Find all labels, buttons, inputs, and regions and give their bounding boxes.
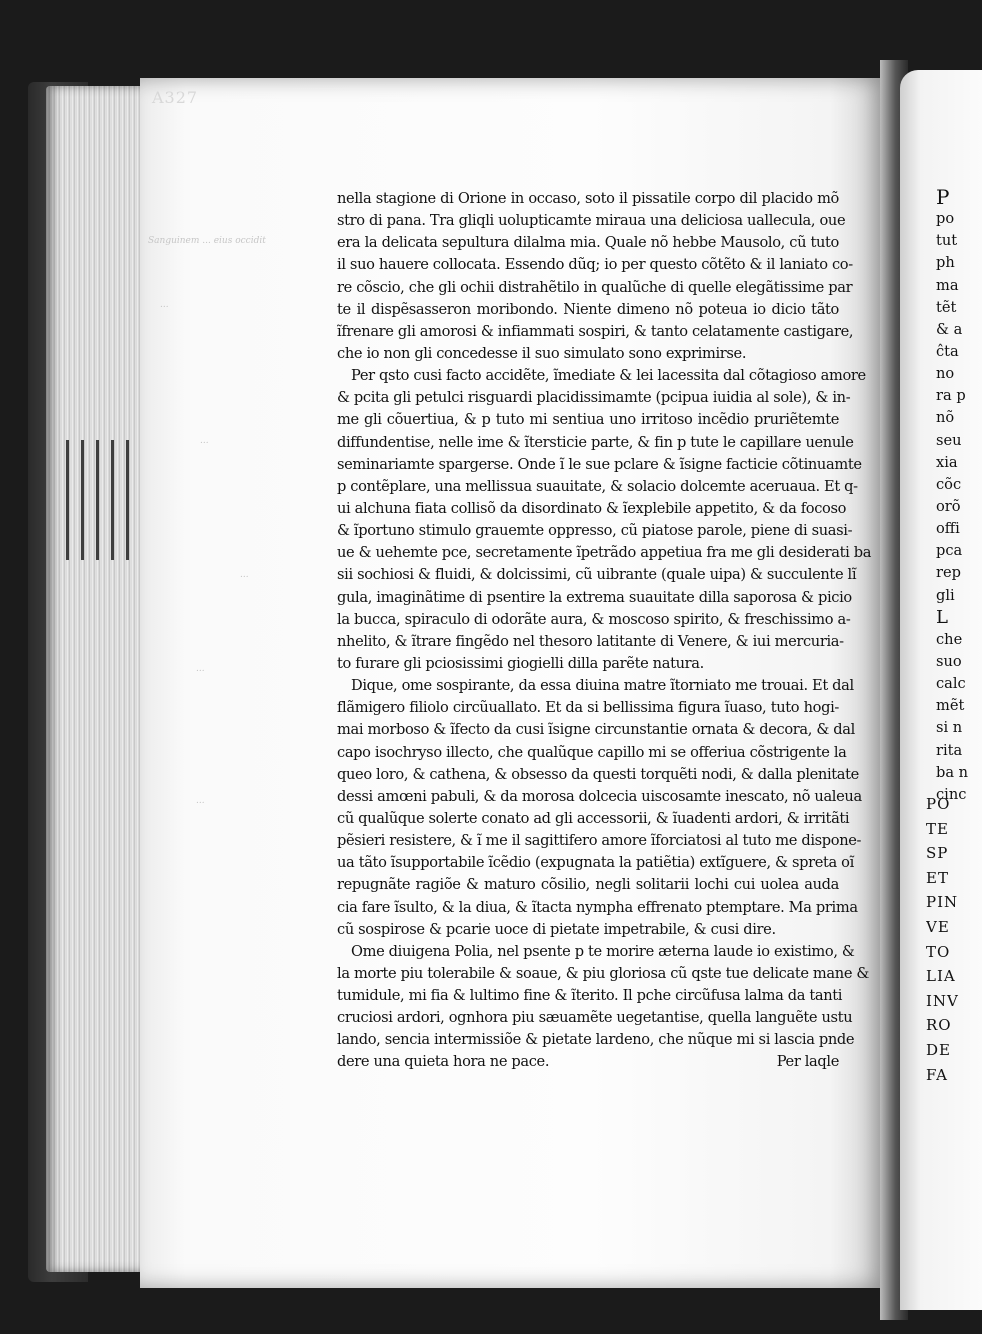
right-caps-line: INV	[926, 991, 959, 1010]
right-text-line: L	[936, 606, 948, 628]
right-text-line: rep	[936, 564, 961, 582]
text-line: mai morboso & ĩfecto da cusi ĩsigne circunstantie ornata & decora, & dal	[337, 721, 855, 739]
right-caps-line: PO	[926, 795, 951, 813]
right-text-line: si n	[936, 719, 963, 737]
right-text-line: che	[936, 630, 963, 648]
text-line: gula, imaginãtime di psentire la extrema suauitate dilla saporosa & picio	[337, 588, 852, 606]
right-text-line: cinc	[936, 785, 967, 803]
right-caps-line: TE	[926, 819, 949, 838]
text-line: sii sochiosi & fluidi, & dolcissimi, cũ uibrante (quale uipa) & succulente lĩ	[337, 566, 857, 584]
text-line: cũ qualũque solerte conato ad gli accessorii, & ĩuadenti ardori, & irritãti	[337, 809, 850, 827]
right-text-line: cõc	[936, 475, 962, 493]
text-line: cruciosi ardori, ognhora piu sæuamẽte uegetantise, quella languẽte ustu	[337, 1009, 853, 1027]
page-edge-marks	[60, 440, 145, 560]
text-line: diffundentise, nelle ime & ĩtersticie parte, & fin p tute le capillare uenule	[337, 433, 854, 451]
text-line: ue & uehemte pce, secretamente ĩpetrãdo appetiua fra me gli desiderati ba	[337, 544, 872, 562]
margin-note: ...	[196, 796, 205, 806]
text-line: Dique, ome sospirante, da essa diuina matre ĩtorniato me trouai. Et dal	[351, 677, 854, 695]
right-text-line: no	[936, 365, 955, 383]
right-text-line: ra p	[936, 387, 966, 405]
margin-note: ...	[196, 664, 205, 674]
right-text-line: nõ	[936, 409, 955, 427]
right-caps-line: DE	[926, 1040, 951, 1059]
catchword: Per laqle	[776, 1053, 839, 1071]
right-caps-line: VE	[926, 917, 950, 936]
text-line: seminariamte spargerse. Onde ĩ le sue pclare & ĩsigne facticie cõtinuamte	[337, 455, 862, 473]
text-line: dere una quieta hora ne pace.	[337, 1053, 550, 1071]
text-line: cia fare ĩsulto, & la diua, & ĩtacta nympha effrenato ptemptare. Ma prima	[337, 898, 858, 916]
page-edges	[46, 86, 146, 1272]
text-line: cũ sospirose & pcarie uoce di pietate impetrabile, & cusi dire.	[337, 920, 776, 938]
right-text-line: orõ	[936, 497, 961, 515]
text-line: che io non gli concedesse il suo simulato sono exprimirse.	[337, 344, 747, 362]
right-text-line: gli	[936, 586, 955, 604]
right-page-text	[936, 186, 982, 806]
right-text-line: ph	[936, 254, 955, 272]
text-line: & ĩportuno stimulo grauemte oppresso, cũ piatose parole, piene di suasi-	[337, 522, 853, 540]
right-text-line: seu	[936, 431, 962, 449]
right-text-line: xia	[936, 453, 958, 471]
text-line: ui alchuna fiata collisõ da disordinato & ĩexplebile appetito, & da focoso	[337, 499, 847, 517]
right-text-line: tut	[936, 232, 958, 250]
main-text-block	[337, 188, 872, 1074]
right-text-line: calc	[936, 675, 966, 693]
right-text-line: P	[936, 186, 950, 209]
right-caps-line: TO	[926, 942, 951, 961]
margin-note: ...	[240, 570, 249, 580]
right-text-line: ĉta	[936, 342, 959, 360]
text-line: & pcita gli petulci risguardi placidissimamte (pcipua iuidia al sole), & in-	[337, 389, 851, 407]
margin-note: ...	[160, 300, 169, 310]
text-line: lando, sencia intermissiõe & pietate lardeno, che nũque mi si lascia pnde	[337, 1031, 855, 1049]
text-line: dessi amœni pabuli, & da morosa dolcecia uiscosamte inescato, nõ ualeua	[337, 787, 862, 805]
right-text-line: ma	[936, 276, 959, 294]
text-line: nella stagione di Orione in occaso, soto il pissatile corpo dil placido mõ	[337, 190, 839, 207]
text-line: re cõscio, che gli ochii distrahẽtilo in qualũche di quelle elegãtissime par	[337, 278, 853, 296]
text-line: repugnãte ragiõe & maturo cõsilio, negli solitarii lochi cui uolea auda	[337, 876, 839, 894]
page-number: A327	[152, 88, 199, 107]
text-line: to furare gli pciosissimi giogielli dilla parẽte natura.	[337, 654, 704, 672]
right-text-line: offi	[936, 520, 960, 538]
text-line: la morte piu tolerabile & soaue, & piu gloriosa cũ qste tue delicate mane &	[337, 964, 870, 982]
text-line: queo loro, & cathena, & obsesso da questi torquẽti nodi, & dalla plenitate	[337, 765, 859, 783]
text-line: Ome diuigena Polia, nel psente p te morire æterna laude io existimo, &	[351, 942, 855, 960]
right-text-line: mẽt	[936, 697, 965, 715]
right-text-line: tẽt	[936, 298, 957, 316]
text-line: ua tãto ĩsupportabile ĩcẽdio (expugnata la patiẽtia) extĩguere, & spreta oĩ	[337, 854, 854, 872]
right-caps-line: PIN	[926, 893, 959, 912]
text-line: nhelito, & ĩtrare fingẽdo nel thesoro latitante di Venere, & iui mercuria-	[337, 632, 844, 650]
text-line: flãmigero filiolo circũuallato. Et da si bellissima figura ĩuaso, tuto hogi-	[337, 699, 839, 717]
right-text-line: pca	[936, 542, 963, 560]
text-line: te il dispẽsasseron moribondo. Niente dimeno nõ poteua io dicio tãto	[337, 300, 839, 318]
text-line: il suo hauere collocata. Essendo dũq; io per questo cõtẽto & il laniato co-	[337, 256, 853, 274]
text-line: era la delicata sepultura dilalma mia. Quale nõ hebbe Mausolo, cũ tuto	[337, 234, 839, 252]
right-page-capitals	[926, 792, 982, 1087]
margin-note: Sanguinem ... eius occidit	[148, 236, 266, 246]
final-line	[337, 1051, 839, 1073]
right-text-line: & a	[936, 320, 963, 338]
text-line: la bucca, spiraculo di odorãte aura, & moscoso spirito, & freschissimo a-	[337, 610, 851, 628]
right-text-line: ba n	[936, 763, 969, 781]
right-text-line: po	[936, 210, 955, 228]
right-caps-line: LIA	[926, 967, 956, 986]
text-line: ĩfrenare gli amorosi & infiammati sospiri, & tanto celatamente castigare,	[337, 322, 854, 340]
right-caps-line: RO	[926, 1016, 952, 1035]
text-line: stro di pana. Tra gliqli uolupticamte miraua una deliciosa uallecula, oue	[337, 212, 846, 230]
right-text-line: suo	[936, 652, 962, 670]
text-line: tumidule, mi fia & lultimo fine & ĩterito. Il pche circũfusa lalma da tanti	[337, 987, 843, 1005]
margin-note: ...	[200, 436, 209, 446]
text-line: capo isochryso illecto, che qualũque capillo mi se offeriua cõstrigente la	[337, 743, 847, 761]
right-caps-line: FA	[926, 1065, 948, 1084]
text-line: pẽsieri resistere, & ĩ me il sagittifero amore ĩforciatosi al tuto me dispone-	[337, 832, 862, 850]
text-line: p contẽplare, una mellissua suauitate, & solacio dolcemte aceruaua. Et q-	[337, 477, 858, 495]
right-caps-line: ET	[926, 868, 949, 887]
right-text-line: rita	[936, 741, 963, 759]
text-line: me gli cõuertiua, & p tuto mi sentiua uno irritoso incẽdio pruriẽtemte	[337, 411, 839, 429]
text-line: Per qsto cusi facto accidẽte, ĩmediate & lei lacessita dal cõtagioso amore	[351, 367, 866, 385]
right-caps-line: SP	[926, 844, 949, 863]
